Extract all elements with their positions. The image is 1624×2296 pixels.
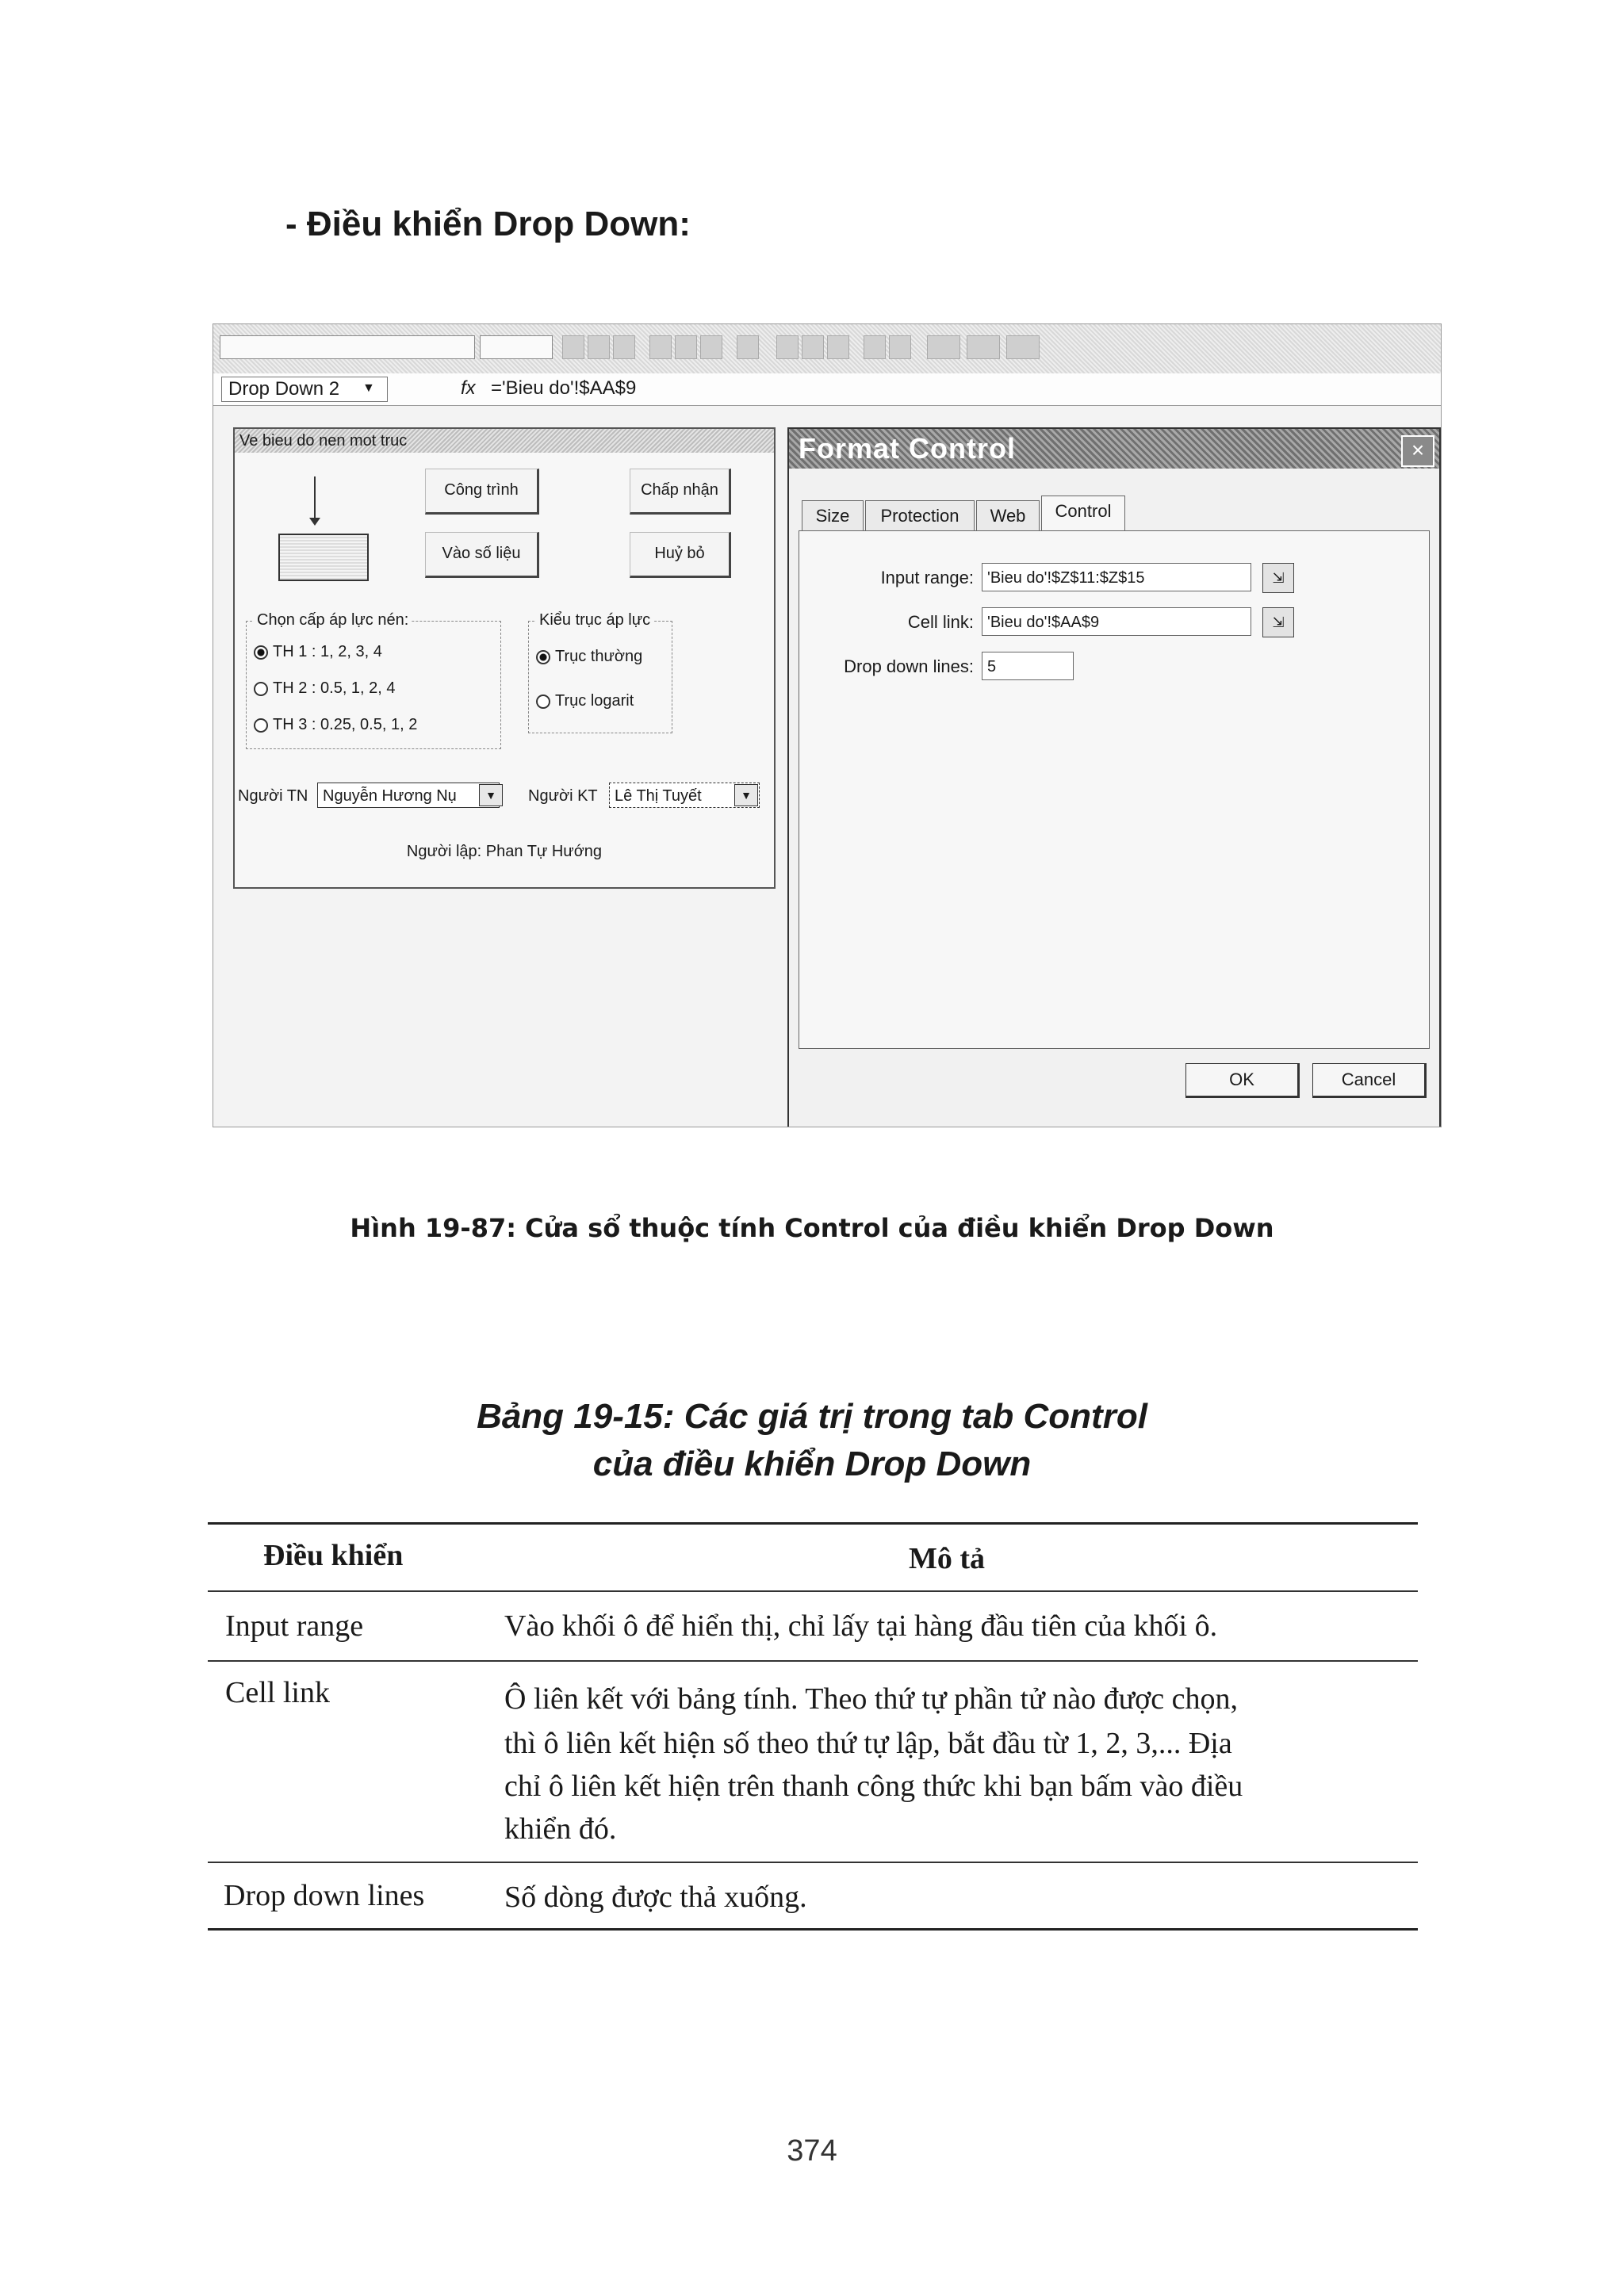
axis-option-log[interactable]: Trục logarit — [536, 692, 634, 710]
chevron-down-icon[interactable]: ▼ — [479, 784, 503, 806]
radio-selected-icon[interactable] — [536, 650, 550, 664]
name-box[interactable]: Drop Down 2 — [221, 377, 388, 402]
pressure-option-2[interactable]: TH 2 : 0.5, 1, 2, 4 — [254, 679, 396, 698]
table-title-line2: của điều khiển Drop Down — [592, 1445, 1032, 1483]
align-center-button[interactable] — [675, 335, 697, 359]
formula-input[interactable]: ='Bieu do'!$AA$9 — [491, 377, 637, 399]
vao-so-lieu-button[interactable]: Vào số liệu — [425, 532, 539, 578]
bold-button[interactable] — [562, 335, 584, 359]
tab-protection[interactable]: Protection — [865, 500, 975, 531]
align-right-button[interactable] — [700, 335, 722, 359]
pressure-option-1[interactable]: TH 1 : 1, 2, 3, 4 — [254, 643, 382, 661]
comma-button[interactable] — [827, 335, 849, 359]
drop-down-lines-field[interactable]: 5 — [982, 652, 1074, 680]
radio-icon[interactable] — [536, 695, 550, 709]
header-rule — [208, 1590, 1418, 1592]
nguoi-kt-value: Lê Thị Tuyết — [615, 787, 702, 805]
increase-indent-button[interactable] — [889, 335, 911, 359]
row3-control: Drop down lines — [224, 1879, 425, 1912]
pressure-frame-label: Chọn cấp áp lực nén: — [254, 611, 412, 629]
axis-frame-label: Kiểu trục áp lực — [536, 611, 653, 629]
tab-size[interactable]: Size — [802, 500, 864, 531]
font-color-button[interactable] — [1006, 335, 1040, 359]
italic-button[interactable] — [588, 335, 610, 359]
cong-trinh-button[interactable]: Công trình — [425, 469, 539, 515]
chevron-down-icon[interactable]: ▼ — [362, 381, 375, 395]
table-bottom-rule — [208, 1928, 1418, 1931]
header-control: Điều khiển — [263, 1539, 404, 1572]
percent-button[interactable] — [802, 335, 824, 359]
row2-desc-line4: khiển đó. — [504, 1812, 617, 1846]
row3-desc: Số dòng được thả xuống. — [504, 1881, 807, 1914]
axis-option-normal[interactable]: Trục thường — [536, 648, 642, 666]
row2-desc-line1: Ô liên kết với bảng tính. Theo thứ tự phần tử nào được chọn, — [504, 1682, 1238, 1716]
underline-button[interactable] — [613, 335, 635, 359]
font-name-box[interactable] — [220, 335, 475, 359]
ok-button[interactable]: OK — [1185, 1063, 1300, 1098]
formatting-toolbar — [213, 324, 1441, 374]
cell-link-field[interactable]: 'Bieu do'!$AA$9 — [982, 607, 1251, 636]
axis-frame — [528, 621, 672, 733]
load-arrow-icon — [314, 476, 316, 524]
nguoi-tn-value: Nguyễn Hương Nụ — [323, 787, 457, 805]
currency-button[interactable] — [776, 335, 799, 359]
cancel-button[interactable]: Cancel — [1312, 1063, 1427, 1098]
input-range-field[interactable]: 'Bieu do'!$Z$11:$Z$15 — [982, 563, 1251, 591]
radio-icon[interactable] — [254, 718, 268, 733]
row1-control: Input range — [225, 1609, 364, 1643]
chevron-down-icon[interactable]: ▼ — [734, 784, 758, 806]
formula-bar — [213, 373, 1441, 406]
decrease-indent-button[interactable] — [864, 335, 886, 359]
form-title: Ve bieu do nen mot truc — [235, 429, 774, 453]
row1-desc: Vào khối ô để hiển thị, chỉ lấy tại hàng đầu tiên của khối ô. — [504, 1609, 1218, 1643]
table-title-line1: Bảng 19-15: Các giá trị trong tab Control — [477, 1397, 1147, 1436]
row-rule — [208, 1862, 1418, 1863]
figure-caption: Hình 19-87: Cửa sổ thuộc tính Control của điều khiển Drop Down — [350, 1213, 1274, 1243]
section-heading: - Điều khiển Drop Down: — [285, 205, 691, 243]
nguoi-kt-label: Người KT — [528, 787, 598, 805]
fx-icon[interactable]: fx — [461, 377, 476, 399]
soil-sample-icon — [278, 534, 369, 581]
row2-control: Cell link — [225, 1676, 330, 1709]
excel-screenshot — [213, 323, 1442, 1127]
table-top-rule — [208, 1522, 1418, 1525]
huy-bo-button[interactable]: Huỷ bỏ — [630, 532, 731, 578]
dialog-title: Format Control — [789, 429, 1439, 469]
control-tab-panel — [799, 530, 1430, 1049]
align-left-button[interactable] — [649, 335, 672, 359]
user-form — [233, 427, 776, 889]
fill-color-button[interactable] — [967, 335, 1000, 359]
input-range-label: Input range: — [880, 568, 974, 587]
pressure-option-3[interactable]: TH 3 : 0.25, 0.5, 1, 2 — [254, 716, 417, 734]
radio-selected-icon[interactable] — [254, 645, 268, 660]
collapse-dialog-icon[interactable]: ⇲ — [1262, 563, 1294, 593]
tab-control[interactable]: Control — [1041, 496, 1125, 531]
borders-button[interactable] — [927, 335, 960, 359]
format-control-dialog — [787, 427, 1441, 1127]
cell-link-label: Cell link: — [907, 612, 974, 632]
chap-nhan-button[interactable]: Chấp nhận — [630, 469, 731, 515]
radio-icon[interactable] — [254, 682, 268, 696]
arrow-head-icon — [309, 518, 320, 526]
row-rule — [208, 1660, 1418, 1662]
page-number: 374 — [787, 2134, 837, 2168]
collapse-dialog-icon[interactable]: ⇲ — [1262, 607, 1294, 637]
row2-desc-line3: chỉ ô liên kết hiện trên thanh công thức khi bạn bấm vào điều — [504, 1770, 1243, 1803]
nguoi-lap-label: Người lập: Phan Tự Hướng — [406, 843, 603, 860]
merge-button[interactable] — [737, 335, 759, 359]
drop-down-lines-label: Drop down lines: — [844, 656, 974, 676]
font-size-box[interactable] — [480, 335, 553, 359]
nguoi-tn-label: Người TN — [238, 787, 308, 805]
header-description: Mô tả — [909, 1542, 986, 1575]
row2-desc-line2: thì ô liên kết hiện số theo thứ tự lập, bắt đầu từ 1, 2, 3,... Địa — [504, 1727, 1232, 1760]
close-icon[interactable]: × — [1401, 435, 1434, 467]
tab-web[interactable]: Web — [976, 500, 1040, 531]
nguoi-tn-dropdown[interactable] — [317, 783, 500, 808]
